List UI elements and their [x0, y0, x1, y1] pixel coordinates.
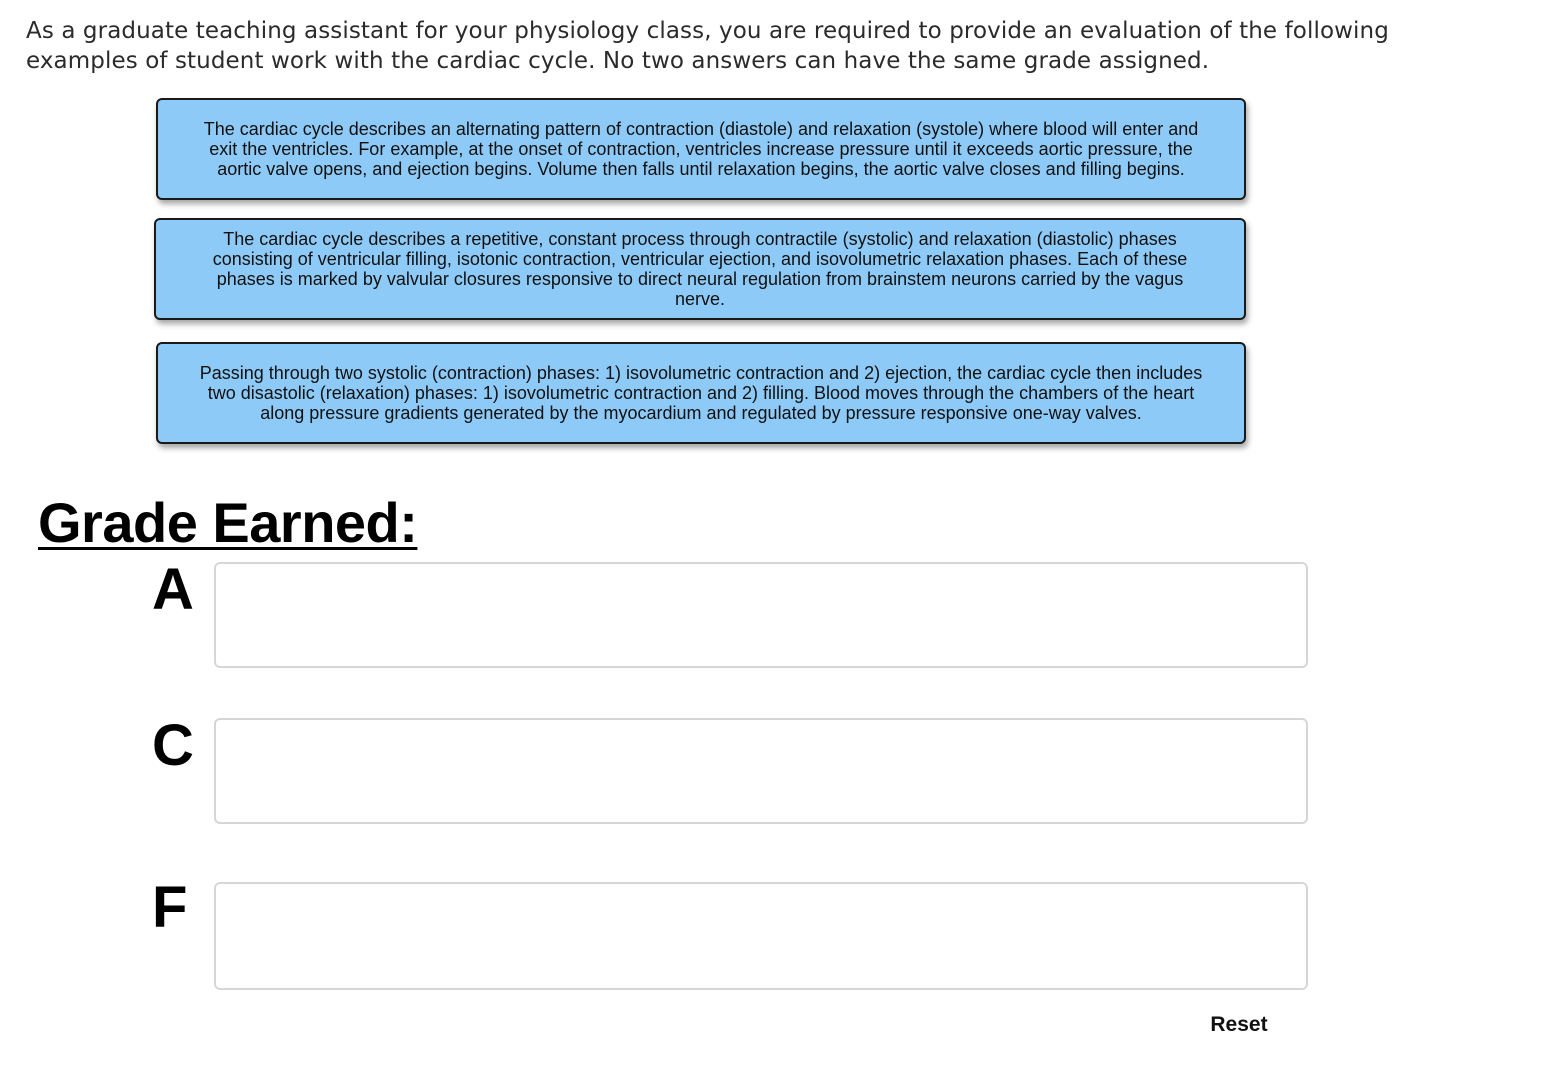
grade-label-c: C — [152, 713, 194, 778]
grade-label-a: A — [152, 557, 194, 622]
grade-earned-heading: Grade Earned: — [38, 491, 418, 554]
grade-label-f: F — [152, 875, 188, 940]
dropzone-grade-f[interactable] — [214, 882, 1308, 990]
answer-card-1[interactable] — [156, 98, 1246, 200]
answer-card-text: Passing through two systolic (contraction) phases: 1) isovolumetric contraction and 2) ejection, the cardiac cycle then includes two disastolic (relaxation) phases: 1) isovolumetric contraction and 2) filling. Blood moves through the chambers of the heart along pressure gradients generated by the myocardium and regulated by pressure responsive one-way valves. — [199, 363, 1203, 423]
answer-card-3[interactable] — [156, 342, 1246, 444]
answer-card-2[interactable] — [154, 218, 1246, 320]
dropzone-grade-c[interactable] — [214, 718, 1308, 824]
dropzone-grade-a[interactable] — [214, 562, 1308, 668]
instructions-text: As a graduate teaching assistant for your physiology class, you are required to provide an evaluation of the following examples of student work with the cardiac cycle. No two answers can have the same grade assigned. — [26, 18, 1389, 74]
reset-button[interactable]: Reset — [1200, 1010, 1278, 1040]
answer-card-text: The cardiac cycle describes a repetitive, constant process through contractile (systolic) and relaxation (diastolic) phases consisting of ventricular filling, isotonic contraction, ventricular ejection, and isovolumetric relaxation phases. Each of these phases is marked by valvular closures responsive to direct neural regulation from brainstem neurons carried by the vagus nerve. — [212, 229, 1188, 309]
answer-card-text: The cardiac cycle describes an alternating pattern of contraction (diastole) and relaxation (systole) where blood will enter and exit the ventricles. For example, at the onset of contraction, ventricles increase pressure until it exceeds aortic pressure, the aortic valve opens, and ejection begins. Volume then falls until relaxation begins, the aortic valve closes and filling begins. — [203, 119, 1199, 179]
